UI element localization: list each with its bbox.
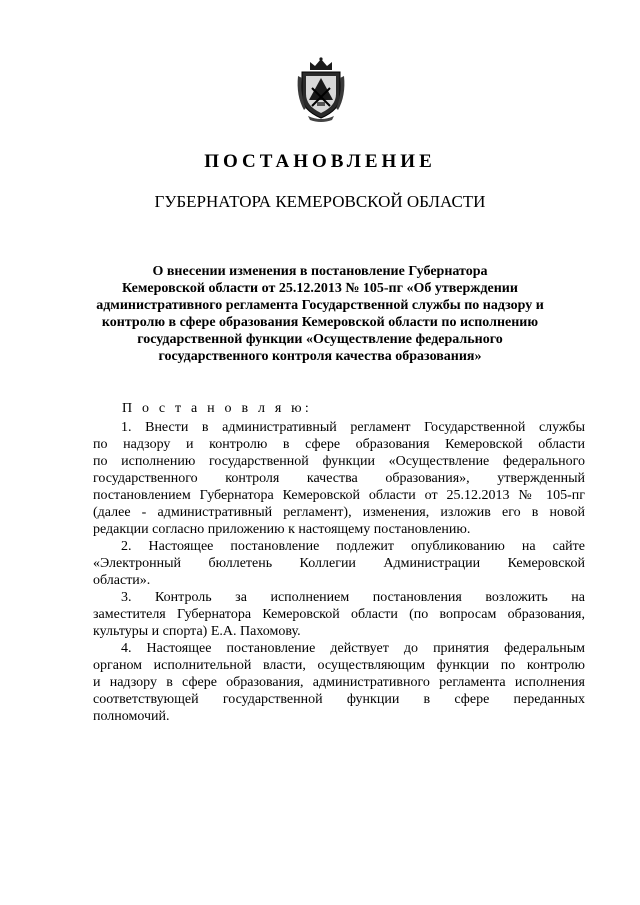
body-line: 2. Настоящее постановление подлежит опубликованию на сайте (121, 539, 585, 554)
body-line: «Электронный бюллетень Коллегии Администрации Кемеровской (93, 556, 585, 571)
body-line: полномочий. (93, 709, 170, 724)
title-line: контролю в сфере образования Кемеровской области по исполнению (101, 315, 539, 330)
body-line: 1. Внести в административный регламент Государственной службы (121, 420, 585, 435)
title-line: административного регламента Государственной службы по надзору и (96, 298, 544, 313)
body-line: (далее - административный регламент), изменения, изложив его в новой (93, 505, 585, 520)
body-line: государственного контроля качества образования», утвержденный (93, 471, 585, 486)
title-line: государственной функции «Осуществление федерального (137, 332, 503, 347)
document-type-heading: ПОСТАНОВЛЕНИЕ (204, 151, 436, 172)
body-line: области». (93, 573, 151, 588)
title-line: Кемеровской области от 25.12.2013 № 105-пг «Об утверждении (122, 281, 518, 296)
body-line: заместителя Губернатора Кемеровской области (по вопросам образования, (93, 607, 585, 622)
body-line: органом исполнительной власти, осуществляющим функции по контролю (93, 658, 585, 673)
body-line: соответствующей государственной функции в сфере переданных (93, 692, 585, 707)
body-line: 3. Контроль за исполнением постановления возложить на (121, 590, 585, 605)
body-line: редакции согласно приложению к настоящему постановлению. (93, 522, 471, 537)
body-line: по надзору и контролю в сфере образования Кемеровской области (93, 437, 585, 452)
title-line: О внесении изменения в постановление Губернатора (152, 264, 488, 279)
issuer-heading: ГУБЕРНАТОРА КЕМЕРОВСКОЙ ОБЛАСТИ (154, 192, 486, 211)
body-line: 4. Настоящее постановление действует до принятия федеральным (121, 641, 585, 656)
decree-word: П о с т а н о в л я ю: (122, 401, 312, 416)
document-title (80, 263, 560, 365)
coat-of-arms-icon (296, 56, 346, 122)
body-line: по исполнению государственной функции «Осуществление федерального (93, 454, 585, 469)
body-line: и надзору в сфере образования, административного регламента исполнения (93, 675, 585, 690)
document-body (93, 419, 585, 725)
title-line: государственного контроля качества образования» (158, 349, 482, 364)
body-line: культуры и спорта) Е.А. Пахомову. (93, 624, 301, 639)
body-line: постановлением Губернатора Кемеровской области от 25.12.2013 № 105-пг (93, 488, 585, 503)
